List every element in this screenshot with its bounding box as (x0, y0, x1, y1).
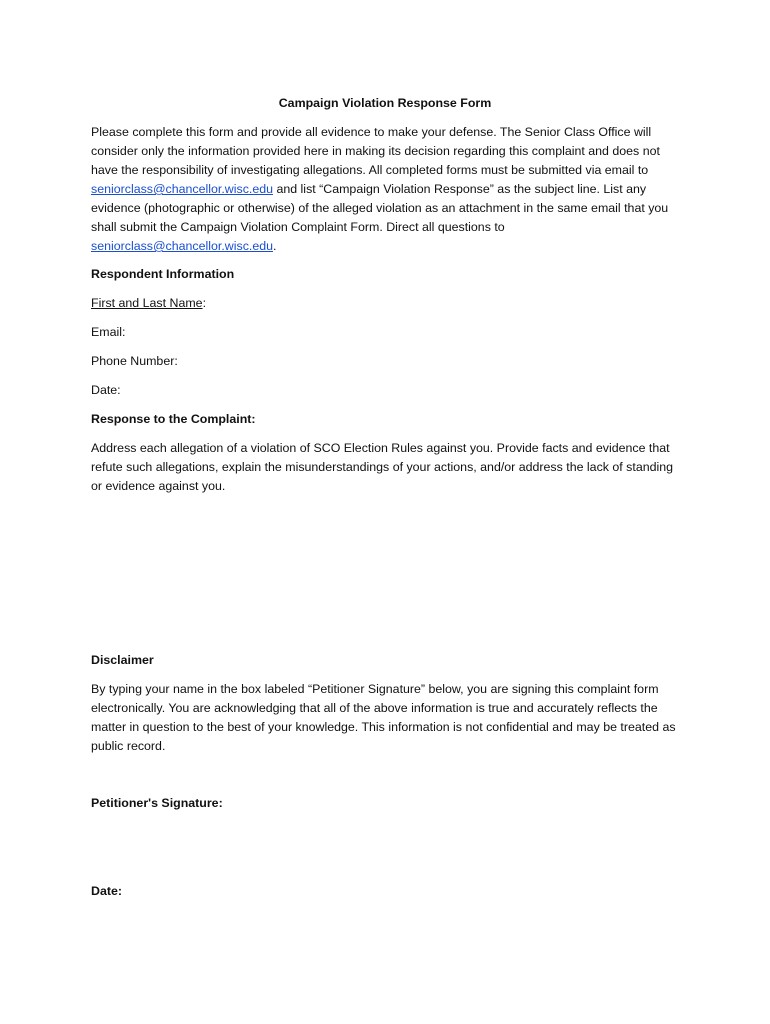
disclaimer-paragraph: By typing your name in the box labeled “Petitioner Signature” below, you are signing this complaint form electronically. You are acknowledging that all of the above information is true and accurately reflects the matter in question to the best of your knowledge. This information is not confidential and may be treated as public record. (91, 682, 676, 753)
email-field-label: Email: (91, 325, 126, 339)
email-link-2[interactable]: seniorclass@chancellor.wisc.edu (91, 239, 273, 253)
name-colon: : (202, 296, 207, 310)
respondent-heading: Respondent Information (91, 267, 235, 281)
response-heading: Response to the Complaint: (91, 412, 256, 426)
name-field-label (91, 294, 683, 313)
intro-text-1: Please complete this form and provide all evidence to make your defense. The Senior Class Office will consider only the information provided here in making its decision regarding this complaint and does not have the responsibility of investigating allegations. All completed forms must be submitted via email to (91, 125, 660, 177)
date-field-label: Date: (91, 383, 121, 397)
intro-text-3: . (273, 239, 277, 253)
form-title: Campaign Violation Response Form (278, 96, 492, 110)
name-label: First and Last Name (91, 296, 203, 310)
signature-label: Petitioner's Signature: (91, 796, 223, 810)
signature-date-label: Date: (91, 884, 122, 898)
intro-paragraph (91, 123, 683, 256)
response-paragraph: Address each allegation of a violation of SCO Election Rules against you. Provide facts and evidence that refute such allegations, explain the misunderstandings of your actions, and/or address the lack of standing or evidence against you. (91, 441, 674, 493)
phone-field-label: Phone Number: (91, 354, 178, 368)
email-link-1[interactable]: seniorclass@chancellor.wisc.edu (91, 182, 273, 196)
intro-text-2: and list “Campaign Violation Response” as the subject line. List any evidence (photographic or otherwise) of the alleged violation as an attachment in the same email that you shall submit the Campaign Violation Complaint Form. Direct all questions to (91, 182, 669, 234)
disclaimer-heading: Disclaimer (91, 653, 154, 667)
